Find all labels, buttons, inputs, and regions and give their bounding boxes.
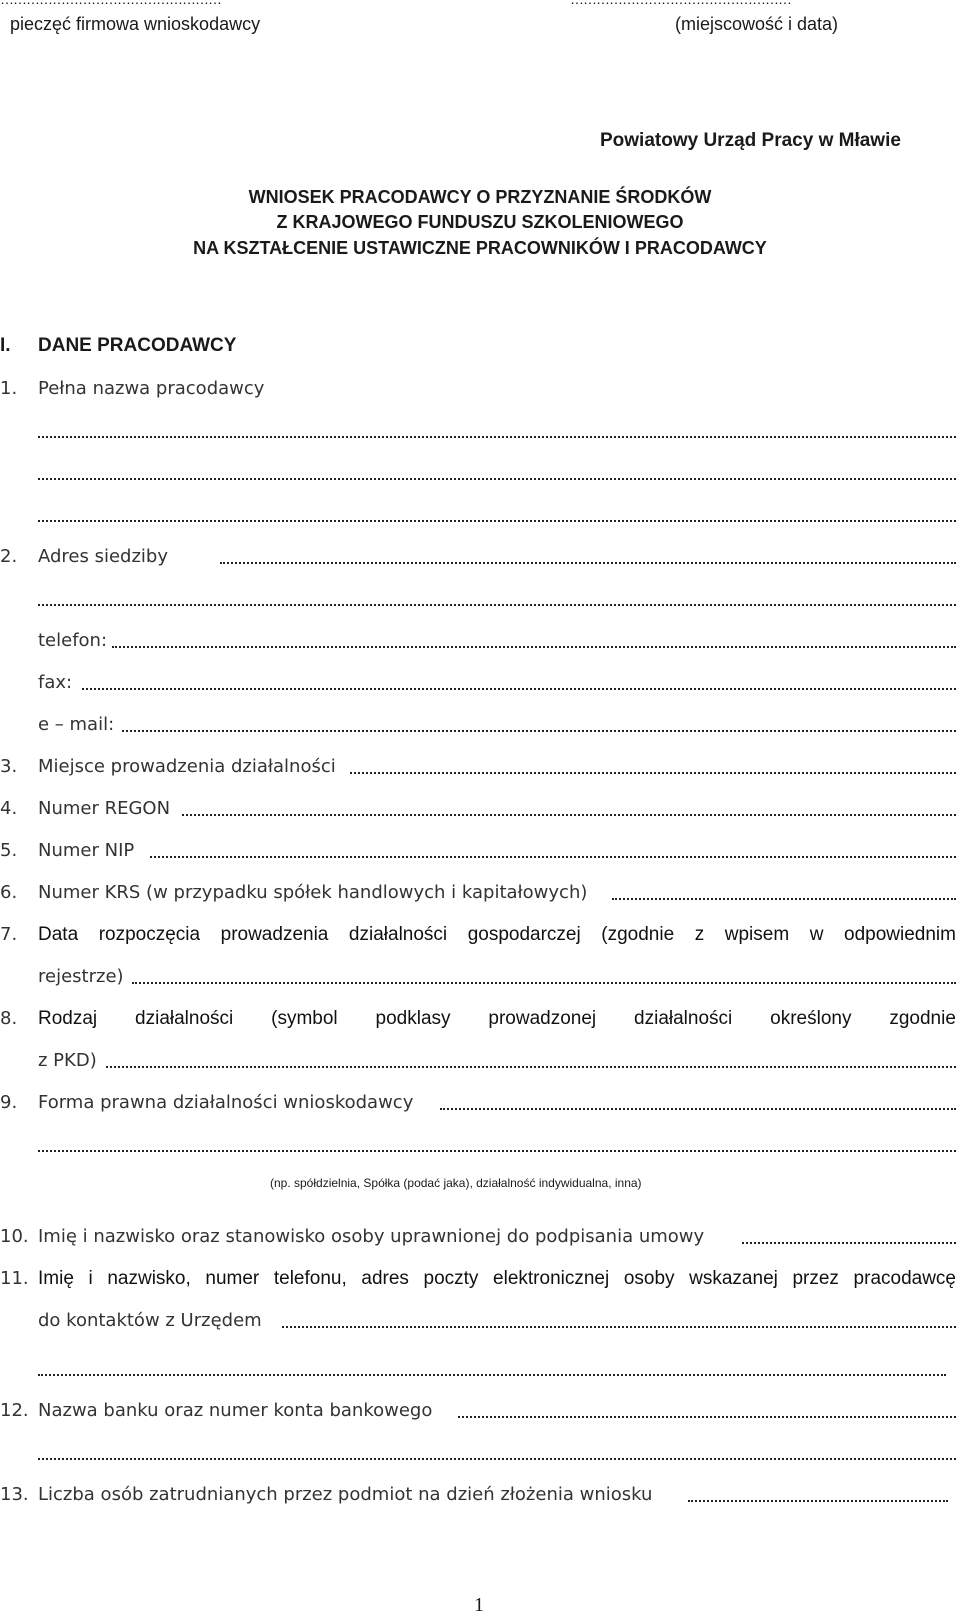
- form-title-line1: WNIOSEK PRACODAWCY O PRZYZNANIE ŚRODKÓW: [248, 187, 712, 207]
- field-12-input-line-2[interactable]: [38, 1458, 956, 1460]
- field-9-input-line-1[interactable]: [440, 1108, 956, 1110]
- field-10-number: 10.: [0, 1226, 29, 1247]
- field-11-label-cont: do kontaktów z Urzędem: [38, 1310, 262, 1331]
- field-5-label: Numer NIP: [38, 840, 135, 861]
- place-date-label: (miejscowość i data): [675, 14, 839, 34]
- office-name: Powiatowy Urząd Pracy w Mławie: [600, 130, 901, 151]
- field-7-input-line[interactable]: [132, 982, 956, 984]
- field-1-input-line-2[interactable]: [38, 478, 956, 480]
- form-title-line2: Z KRAJOWEGO FUNDUSZU SZKOLENIOWEGO: [276, 212, 684, 232]
- field-1-number: 1.: [0, 378, 18, 399]
- field-11-number: 11.: [0, 1268, 29, 1289]
- field-7-number: 7.: [0, 924, 18, 945]
- field-6-number: 6.: [0, 882, 18, 903]
- fax-label: fax:: [38, 672, 73, 693]
- field-1-input-line-3[interactable]: [38, 520, 956, 522]
- field-1-input-line-1[interactable]: [38, 436, 956, 438]
- field-8-label-cont: z PKD): [38, 1050, 97, 1071]
- stamp-dots: [0, 0, 221, 7]
- field-10-label: Imię i nazwisko oraz stanowisko osoby uprawnionej do podpisania umowy: [38, 1226, 705, 1247]
- field-8-label: Rodzaj działalności (symbol podklasy prowadzonej działalności określony zgodnie: [38, 1008, 956, 1029]
- field-4-number: 4.: [0, 798, 18, 819]
- form-title-line3: NA KSZTAŁCENIE USTAWICZNE PRACOWNIKÓW I PRACODAWCY: [193, 238, 767, 258]
- field-8-input-line[interactable]: [106, 1066, 956, 1068]
- stamp-label: pieczęć firmowa wnioskodawcy: [10, 14, 261, 34]
- field-7-label: Data rozpoczęcia prowadzenia działalności gospodarczej (zgodnie z wpisem w odpowiednim: [38, 924, 956, 945]
- field-3-label: Miejsce prowadzenia działalności: [38, 756, 336, 777]
- field-2-number: 2.: [0, 546, 18, 567]
- phone-label: telefon:: [38, 630, 108, 651]
- field-11-input-line-2[interactable]: [38, 1374, 946, 1376]
- field-12-label: Nazwa banku oraz numer konta bankowego: [38, 1400, 433, 1421]
- field-4-input-line[interactable]: [182, 814, 956, 816]
- field-1-row: [0, 378, 960, 412]
- field-6-input-line[interactable]: [612, 898, 956, 900]
- field-11-input-line-1[interactable]: [282, 1326, 956, 1328]
- field-13-label: Liczba osób zatrudnianych przez podmiot na dzień złożenia wniosku: [38, 1484, 653, 1505]
- field-10-input-line[interactable]: [742, 1242, 956, 1244]
- email-input-line[interactable]: [122, 730, 956, 732]
- phone-input-line[interactable]: [112, 646, 956, 648]
- section-number: I.: [0, 335, 11, 356]
- field-9-number: 9.: [0, 1092, 18, 1113]
- page-number: 1: [474, 1594, 484, 1616]
- field-3-number: 3.: [0, 756, 18, 777]
- field-12-input-line-1[interactable]: [458, 1416, 956, 1418]
- field-7-label-cont: rejestrze): [38, 966, 124, 987]
- field-5-input-line[interactable]: [150, 856, 956, 858]
- field-3-input-line[interactable]: [350, 772, 956, 774]
- field-2-label: Adres siedziby: [38, 546, 169, 567]
- field-4-label: Numer REGON: [38, 798, 171, 819]
- field-6-label: Numer KRS (w przypadku spółek handlowych i kapitałowych): [38, 882, 588, 903]
- field-9-label: Forma prawna działalności wnioskodawcy: [38, 1092, 414, 1113]
- field-13-number: 13.: [0, 1484, 29, 1505]
- fax-input-line[interactable]: [82, 688, 956, 690]
- field-1-label: Pełna nazwa pracodawcy: [38, 378, 265, 399]
- field-12-number: 12.: [0, 1400, 29, 1421]
- section-heading: DANE PRACODAWCY: [38, 335, 237, 356]
- email-label: e – mail:: [38, 714, 115, 735]
- field-11-label: Imię i nazwisko, numer telefonu, adres poczty elektronicznej osoby wskazanej przez pracodawcę: [38, 1268, 956, 1289]
- field-9-input-line-2[interactable]: [38, 1150, 956, 1152]
- place-date-dots: [570, 0, 791, 7]
- field-8-number: 8.: [0, 1008, 18, 1029]
- field-9-hint: (np. spółdzielnia, Spółka (podać jaka), działalność indywidualna, inna): [270, 1176, 642, 1190]
- field-2-input-line-1[interactable]: [220, 562, 956, 564]
- field-2-input-line-2[interactable]: [38, 604, 956, 606]
- field-5-number: 5.: [0, 840, 18, 861]
- field-13-input-line[interactable]: [688, 1500, 948, 1502]
